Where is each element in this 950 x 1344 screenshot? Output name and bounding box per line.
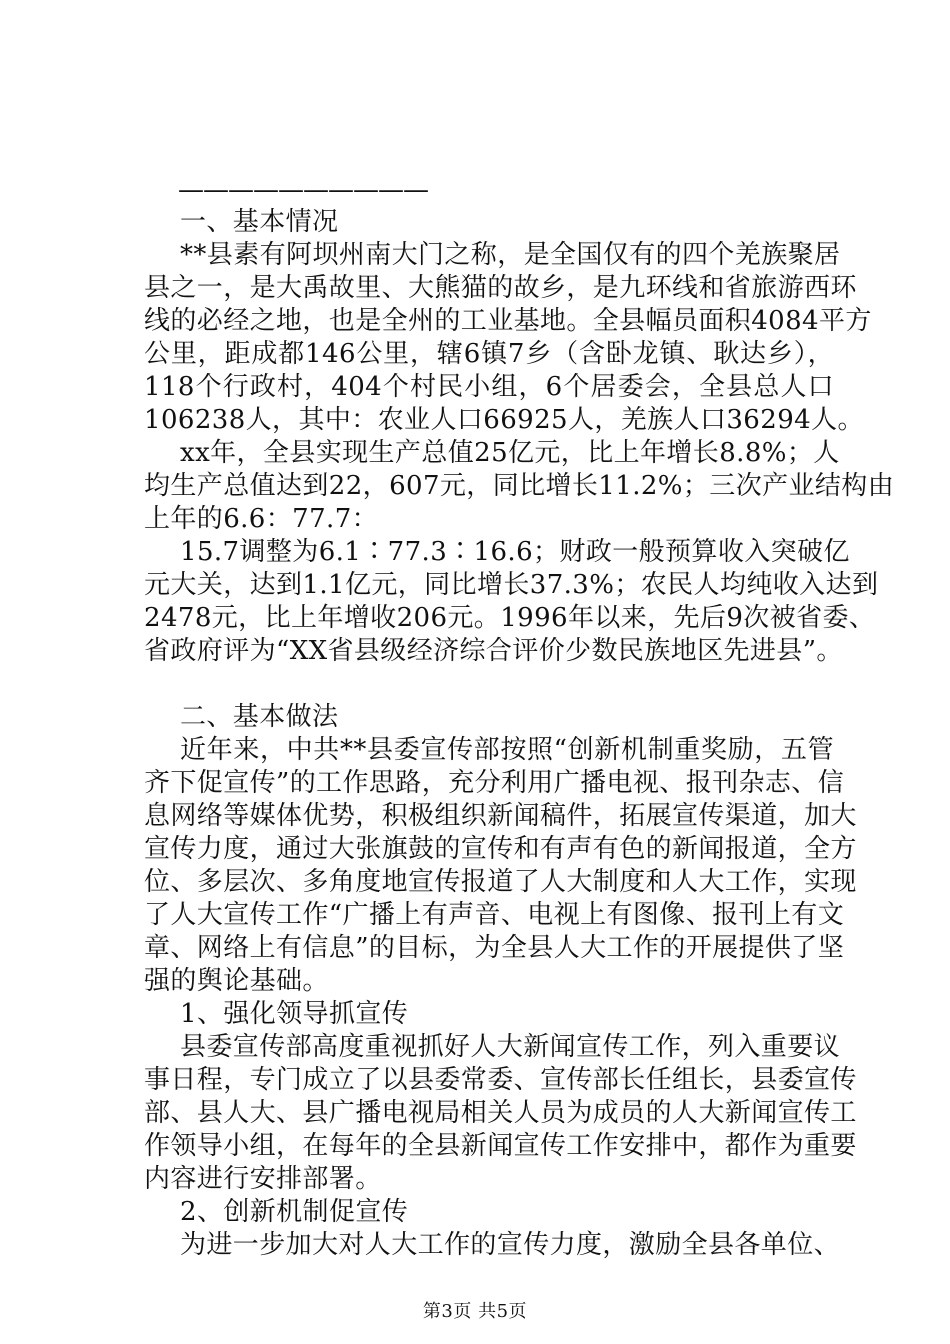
paragraph-line: 118个行政村，404个村民小组，6个居委会，全县总人口 xyxy=(144,372,834,402)
subsection-heading-1: 1、强化领导抓宣传 xyxy=(180,999,409,1029)
paragraph-line: 息网络等媒体优势，积极组织新闻稿件，拓展宣传渠道，加大 xyxy=(144,801,857,831)
separator-rule: —————————— xyxy=(178,175,428,205)
paragraph-line: 元大关，达到1.1亿元，同比增长37.3%；农民人均纯收入达到 xyxy=(144,570,879,600)
paragraph-line: 宣传力度，通过大张旗鼓的宣传和有声有色的新闻报道，全方 xyxy=(144,834,857,864)
paragraph-line: 106238人，其中：农业人口66925人，羌族人口36294人。 xyxy=(144,405,864,435)
section-heading-1: 一、基本情况 xyxy=(180,207,339,237)
paragraph-line: 近年来，中共**县委宣传部按照“创新机制重奖励，五管 xyxy=(180,735,834,765)
paragraph-line: 章、网络上有信息”的目标，为全县人大工作的开展提供了坚 xyxy=(144,933,845,963)
paragraph-line: 公里，距成都146公里，辖6镇7乡（含卧龙镇、耿达乡）， xyxy=(144,339,834,369)
paragraph-line: 强的舆论基础。 xyxy=(144,966,329,996)
paragraph-line: 上年的6.6：77.7： xyxy=(144,504,379,534)
paragraph-line: 了人大宣传工作“广播上有声音、电视上有图像、报刊上有文 xyxy=(144,900,845,930)
paragraph-line: 县之一，是大禹故里、大熊猫的故乡，是九环线和省旅游西环 xyxy=(144,273,857,303)
paragraph-line: 2478元，比上年增收206元。1996年以来，先后9次被省委、 xyxy=(144,603,876,633)
paragraph-line: xx年，全县实现生产总值25亿元，比上年增长8.8%；人 xyxy=(180,438,840,468)
paragraph-line: 为进一步加大对人大工作的宣传力度，激励全县各单位、 xyxy=(180,1230,841,1260)
paragraph-line: 作领导小组，在每年的全县新闻宣传工作安排中，都作为重要 xyxy=(144,1131,857,1161)
paragraph-line: 均生产总值达到22，607元，同比增长11.2%；三次产业结构由 xyxy=(144,471,895,501)
subsection-heading-2: 2、创新机制促宣传 xyxy=(180,1197,409,1227)
paragraph-line: 15.7调整为6.1∶77.3∶16.6；财政一般预算收入突破亿 xyxy=(180,537,850,567)
paragraph-line: **县素有阿坝州南大门之称，是全国仅有的四个羌族聚居 xyxy=(180,240,841,270)
paragraph-line: 县委宣传部高度重视抓好人大新闻宣传工作，列入重要议 xyxy=(180,1032,841,1062)
paragraph-line: 位、多层次、多角度地宣传报道了人大制度和人大工作，实现 xyxy=(144,867,857,897)
section-heading-2: 二、基本做法 xyxy=(180,702,339,732)
page-number-footer: 第3页 共5页 xyxy=(422,1301,528,1322)
paragraph-line: 内容进行安排部署。 xyxy=(144,1164,382,1194)
paragraph-line: 齐下促宣传”的工作思路，充分利用广播电视、报刊杂志、信 xyxy=(144,768,845,798)
paragraph-line: 线的必经之地，也是全州的工业基地。全县幅员面积4084平方 xyxy=(144,306,872,336)
paragraph-line: 部、县人大、县广播电视局相关人员为成员的人大新闻宣传工 xyxy=(144,1098,857,1128)
paragraph-line: 省政府评为“XX省县级经济综合评价少数民族地区先进县”。 xyxy=(144,636,843,666)
paragraph-line: 事日程，专门成立了以县委常委、宣传部长任组长，县委宣传 xyxy=(144,1065,857,1095)
